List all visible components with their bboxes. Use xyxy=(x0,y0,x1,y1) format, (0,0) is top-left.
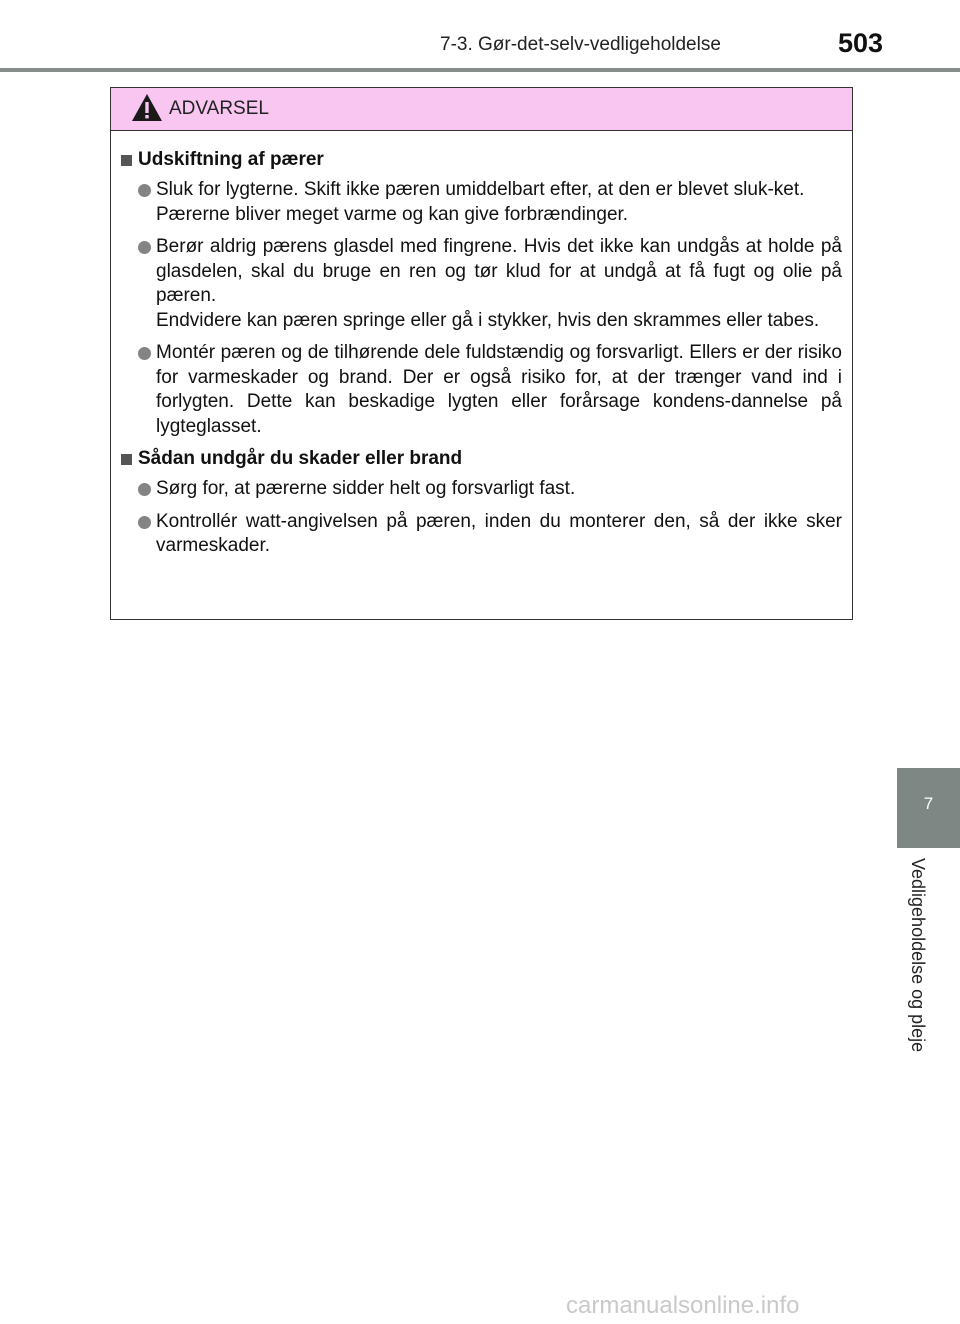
bullet-paragraph: Montér pæren og de tilhørende dele fuldstændig og forsvarligt. Ellers er der risiko for varmeskader og brand. Der er også risiko for, at der trænger vand ind i forlygten. Dette kan beskadige lygten eller forårsage kondens-dannelse på lygteglasset. xyxy=(156,342,842,437)
section-heading xyxy=(121,148,842,172)
header-section-title: 7-3. Gør-det-selv-vedligeholdelse xyxy=(440,34,721,55)
header-divider xyxy=(0,68,960,72)
bullet-text xyxy=(156,477,842,502)
chapter-title: Vedligeholdelse og pleje xyxy=(908,858,928,1053)
warning-title: ADVARSEL xyxy=(169,98,269,119)
round-bullet-icon xyxy=(138,347,151,360)
warning-body xyxy=(111,131,852,559)
bullet-paragraph: Pærerne bliver meget varme og kan give forbrændinger. xyxy=(156,203,629,225)
bullet-text xyxy=(156,341,842,439)
round-bullet-icon xyxy=(138,184,151,197)
square-bullet-icon xyxy=(121,454,132,465)
round-bullet-icon xyxy=(138,516,151,529)
page-number: 503 xyxy=(838,28,884,58)
bullet-text xyxy=(156,235,842,333)
bullet-paragraph: Berør aldrig pærens glasdel med fingrene. Hvis det ikke kan undgås at holde på glasdelen, skal du bruge en ren og tør klud for at undgå at få fugt og olie på pæren. xyxy=(156,236,842,306)
bullet-item xyxy=(121,477,842,502)
bullet-item xyxy=(121,178,842,227)
section-heading-text: Udskiftning af pærer xyxy=(138,149,324,170)
bullet-paragraph: Endvidere kan pæren springe eller gå i stykker, hvis den skrammes eller tabes. xyxy=(156,309,820,331)
bullet-paragraph: Kontrollér watt-angivelsen på pæren, inden du monterer den, så der ikke sker varmeskader. xyxy=(156,510,842,556)
warning-header xyxy=(111,88,852,131)
square-bullet-icon xyxy=(121,155,132,166)
watermark: carmanualsonline.info xyxy=(566,1292,800,1319)
round-bullet-icon xyxy=(138,241,151,254)
bullet-text xyxy=(156,178,842,227)
bullet-text xyxy=(156,510,842,559)
chapter-tab[interactable]: 7 xyxy=(897,768,960,848)
bullet-item xyxy=(121,510,842,559)
warning-triangle-icon xyxy=(131,93,163,122)
bullet-paragraph: Sørg for, at pærerne sidder helt og forsvarligt fast. xyxy=(156,478,576,499)
warning-box xyxy=(110,87,853,620)
bullet-item xyxy=(121,341,842,439)
round-bullet-icon xyxy=(138,483,151,496)
bullet-item xyxy=(121,235,842,333)
section-heading-text: Sådan undgår du skader eller brand xyxy=(138,448,463,469)
bullet-paragraph: Sluk for lygterne. Skift ikke pæren umiddelbart efter, at den er blevet sluk-ket. xyxy=(156,179,805,200)
section-heading xyxy=(121,447,842,471)
